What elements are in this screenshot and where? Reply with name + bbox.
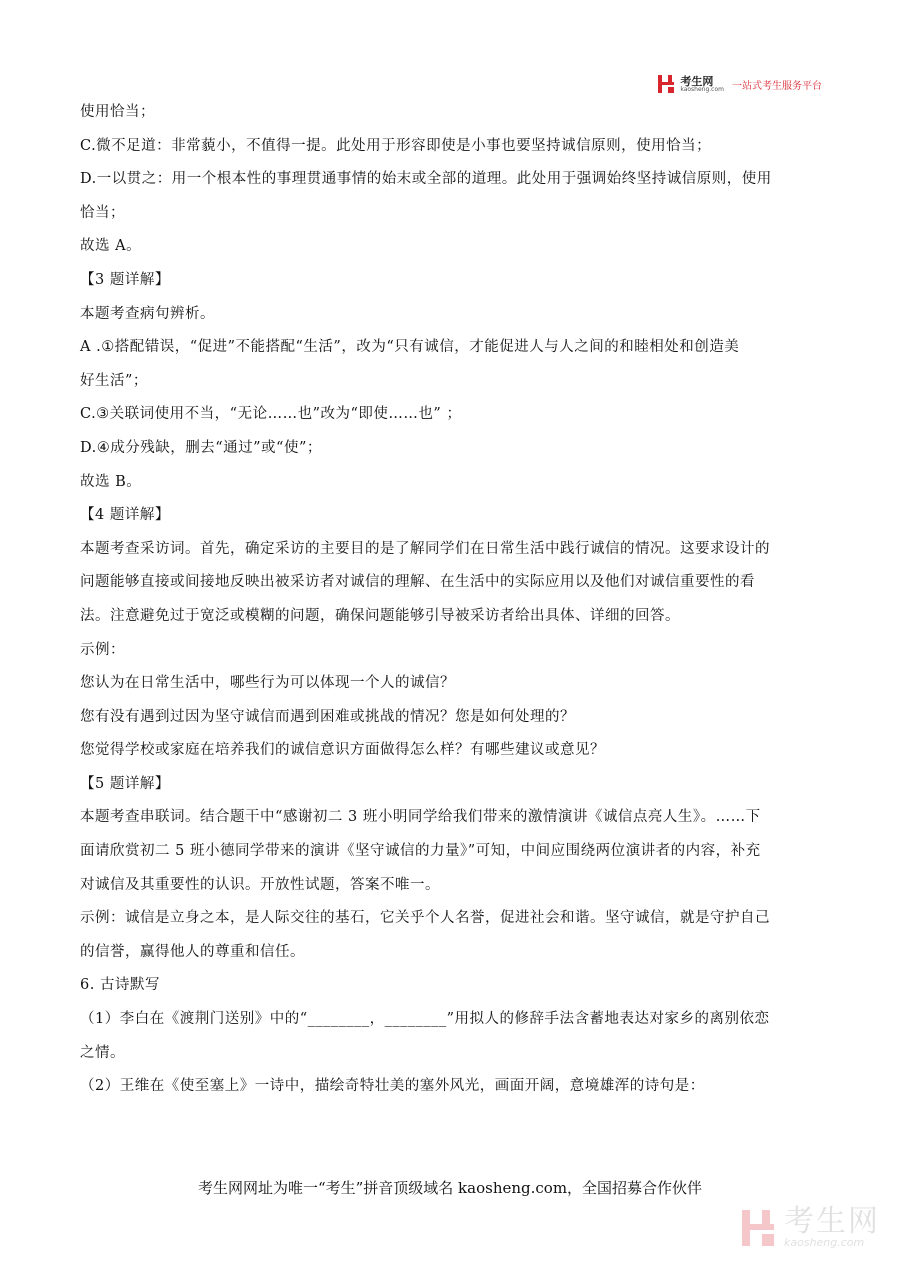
- text-line: 【3 题详解】: [80, 271, 170, 288]
- text-line: 之情。: [80, 1044, 125, 1061]
- text-line: 故选 A。: [80, 238, 142, 255]
- text-line: D.④成分残缺，删去“通过”或“使”；: [80, 439, 322, 456]
- text-line: 6. 古诗默写: [80, 977, 160, 994]
- text-line: 本题考查串联词。结合题干中“感谢初二 3 班小明同学给我们带来的激情演讲《诚信点亮人生》。……下: [80, 809, 761, 826]
- text-line: D.一以贯之：用一个根本性的事理贯通事情的始末或全部的道理。此处用于强调始终坚持诚信原则，使用: [80, 171, 772, 188]
- watermark: [738, 1204, 880, 1249]
- text-line: C.③关联词使用不当，“无论……也”改为“即使……也” ；: [80, 406, 462, 423]
- text-line: 好生活”；: [80, 372, 148, 389]
- text-line: C.微不足道：非常藐小，不值得一提。此处用于形容即使是小事也要坚持诚信原则，使用恰当；: [80, 137, 712, 154]
- text-line: 问题能够直接或间接地反映出被采访者对诚信的理解、在生活中的实际应用以及他们对诚信重要性的看: [80, 574, 755, 591]
- text-line: 您认为在日常生活中，哪些行为可以体现一个人的诚信？: [80, 675, 455, 692]
- logo-slogan: 一站式考生服务平台: [732, 80, 822, 92]
- text-line: 面请欣赏初二 5 班小德同学带来的演讲《坚守诚信的力量》”可知，中间应围绕两位演讲者的内容，补充: [80, 843, 761, 860]
- text-line: 的信誉，赢得他人的尊重和信任。: [80, 943, 305, 960]
- text-line: 故选 B。: [80, 473, 142, 490]
- page-footer: 考生网网址为唯一“考生”拼音顶级域名 kaosheng.com，全国招募合作伙伴: [197, 1179, 703, 1197]
- watermark-domain: kaosheng.com: [784, 1236, 865, 1249]
- text-line: 法。注意避免过于宽泛或模糊的问题，确保问题能够引导被采访者给出具体、详细的回答。: [80, 607, 680, 624]
- text-line: 本题考查采访词。首先，确定采访的主要目的是了解同学们在日常生活中践行诚信的情况。这要求设计的: [80, 540, 770, 557]
- kaosheng-logo-icon: [656, 74, 676, 94]
- watermark-name: 考生网: [784, 1204, 880, 1239]
- text-line: 【5 题详解】: [80, 775, 170, 792]
- text-line: 示例：: [80, 641, 125, 658]
- text-line: 本题考查病句辨析。: [80, 305, 215, 322]
- logo-domain: kaosheng.com: [680, 85, 724, 93]
- text-line: 您觉得学校或家庭在培养我们的诚信意识方面做得怎么样？有哪些建议或意见？: [80, 742, 605, 759]
- text-line: 对诚信及其重要性的认识。开放性试题，答案不唯一。: [80, 876, 440, 893]
- header-logo: [656, 73, 822, 95]
- text-line: （2）王维在《使至塞上》一诗中，描绘奇特壮美的塞外风光，画面开阔，意境雄浑的诗句是：: [80, 1078, 705, 1095]
- text-line: 使用恰当；: [80, 104, 155, 120]
- watermark-logo-icon: [738, 1208, 778, 1248]
- text-line: A .①搭配错误，“促进”不能搭配“生活”，改为“只有诚信，才能促进人与人之间的和睦相处和创造美: [80, 339, 740, 356]
- text-line: 【4 题详解】: [80, 507, 170, 524]
- text-line: 恰当；: [80, 204, 125, 221]
- text-line: （1）李白在《渡荆门送别》中的“________，________”用拟人的修辞手法含蓄地表达对家乡的离别依恋: [80, 1011, 770, 1028]
- document-body: [80, 96, 820, 1104]
- text-line: 您有没有遇到过因为坚守诚信而遇到困难或挑战的情况？您是如何处理的？: [80, 708, 575, 725]
- logo-name: 考生网: [680, 74, 714, 88]
- text-line: 示例：诚信是立身之本，是人际交往的基石，它关乎个人名誉，促进社会和谐。坚守诚信，就是守护自己: [80, 910, 770, 927]
